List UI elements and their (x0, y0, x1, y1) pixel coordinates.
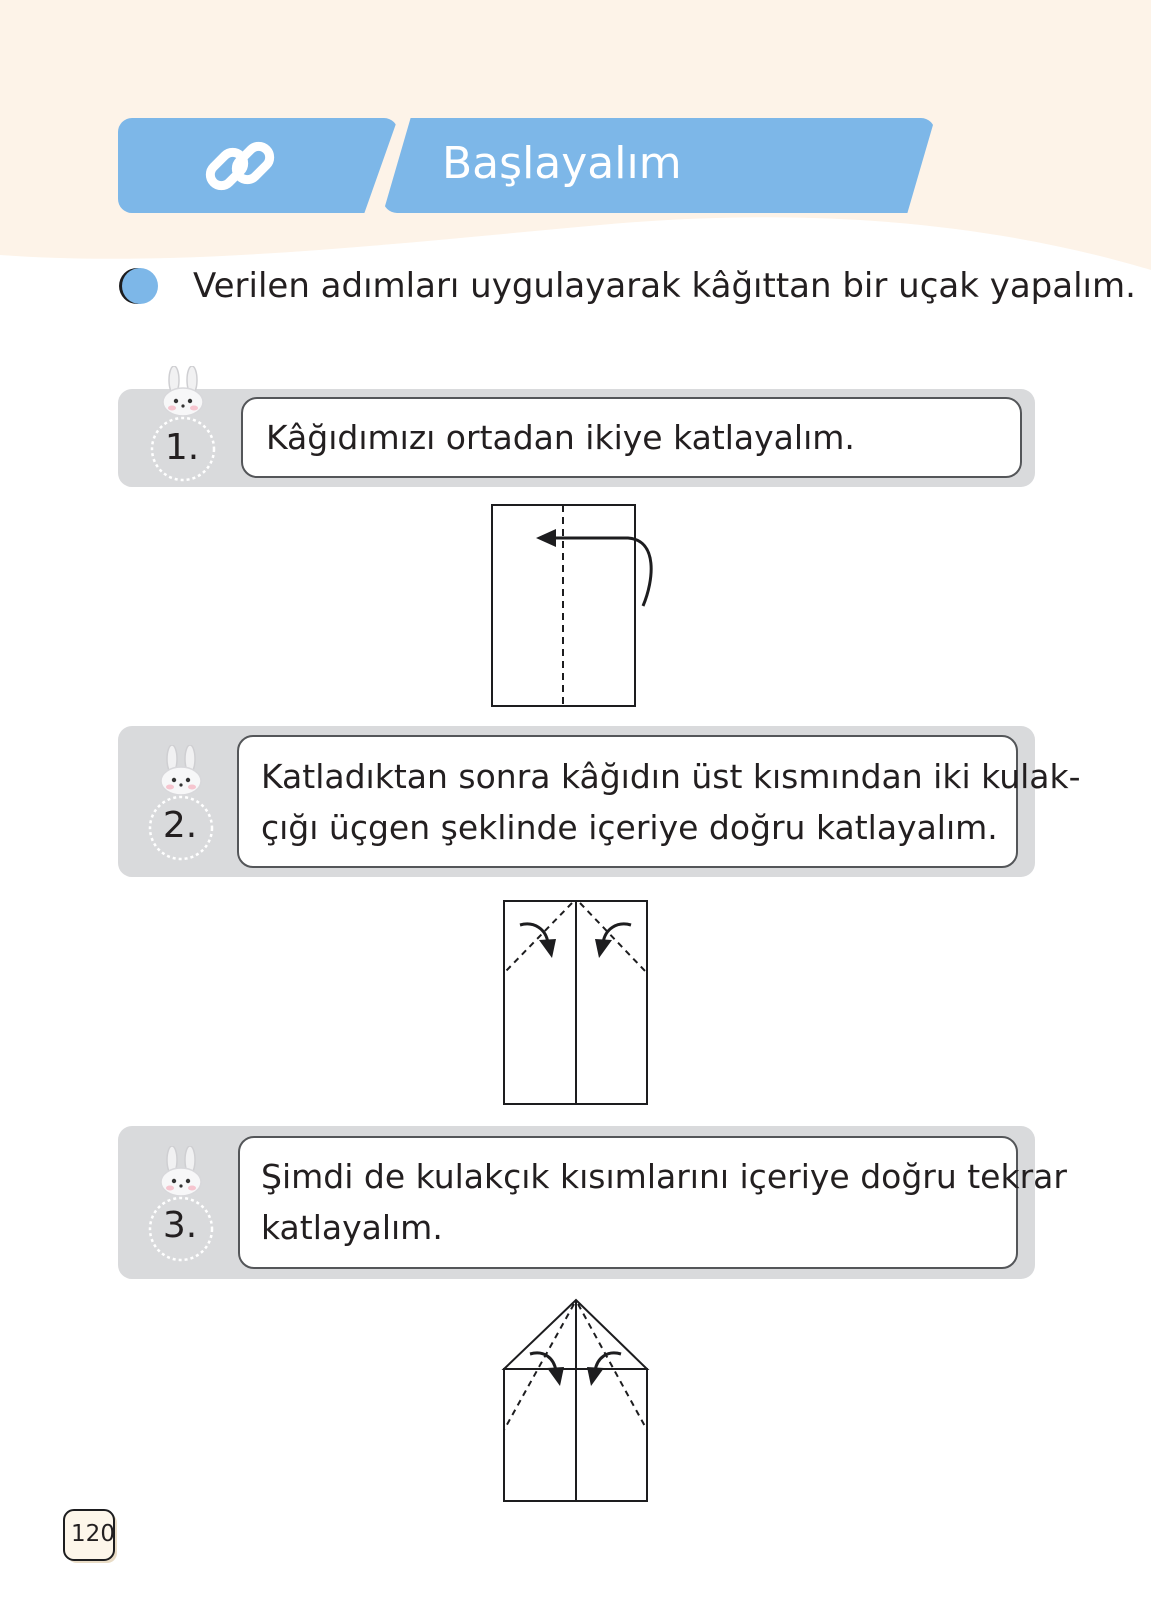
page-title: Başlayalım (442, 138, 682, 189)
step-1-line-1: Kâğıdımızı ortadan ikiye katlayalım. (266, 418, 855, 457)
step-3-line-1: Şimdi de kulakçık kısımlarını içeriye doğru tekrar (261, 1157, 1067, 1196)
step-2-line-1: Katladıktan sonra kâğıdın üst kısmından iki kulak- (261, 757, 1081, 796)
step-3-text (261, 1151, 1067, 1253)
instruction-text: Verilen adımları uygulayarak kâğıttan bir uçak yapalım. (193, 266, 1136, 306)
step-3-number: 3. (162, 1205, 198, 1246)
bullet-icon (118, 265, 160, 307)
step-2-text (261, 751, 1081, 853)
step-1-diagram (478, 500, 658, 710)
page-number: 120 (71, 1521, 115, 1547)
step-2-line-2: çığı üçgen şeklinde içeriye doğru katlayalım. (261, 808, 998, 847)
step-1-text (266, 412, 855, 463)
step-2-diagram (500, 897, 652, 1107)
link-icon (205, 132, 275, 200)
step-2-number: 2. (162, 805, 198, 846)
step-1-number: 1. (164, 427, 200, 468)
step-3-diagram (500, 1296, 652, 1506)
step-3-line-2: katlayalım. (261, 1208, 443, 1247)
